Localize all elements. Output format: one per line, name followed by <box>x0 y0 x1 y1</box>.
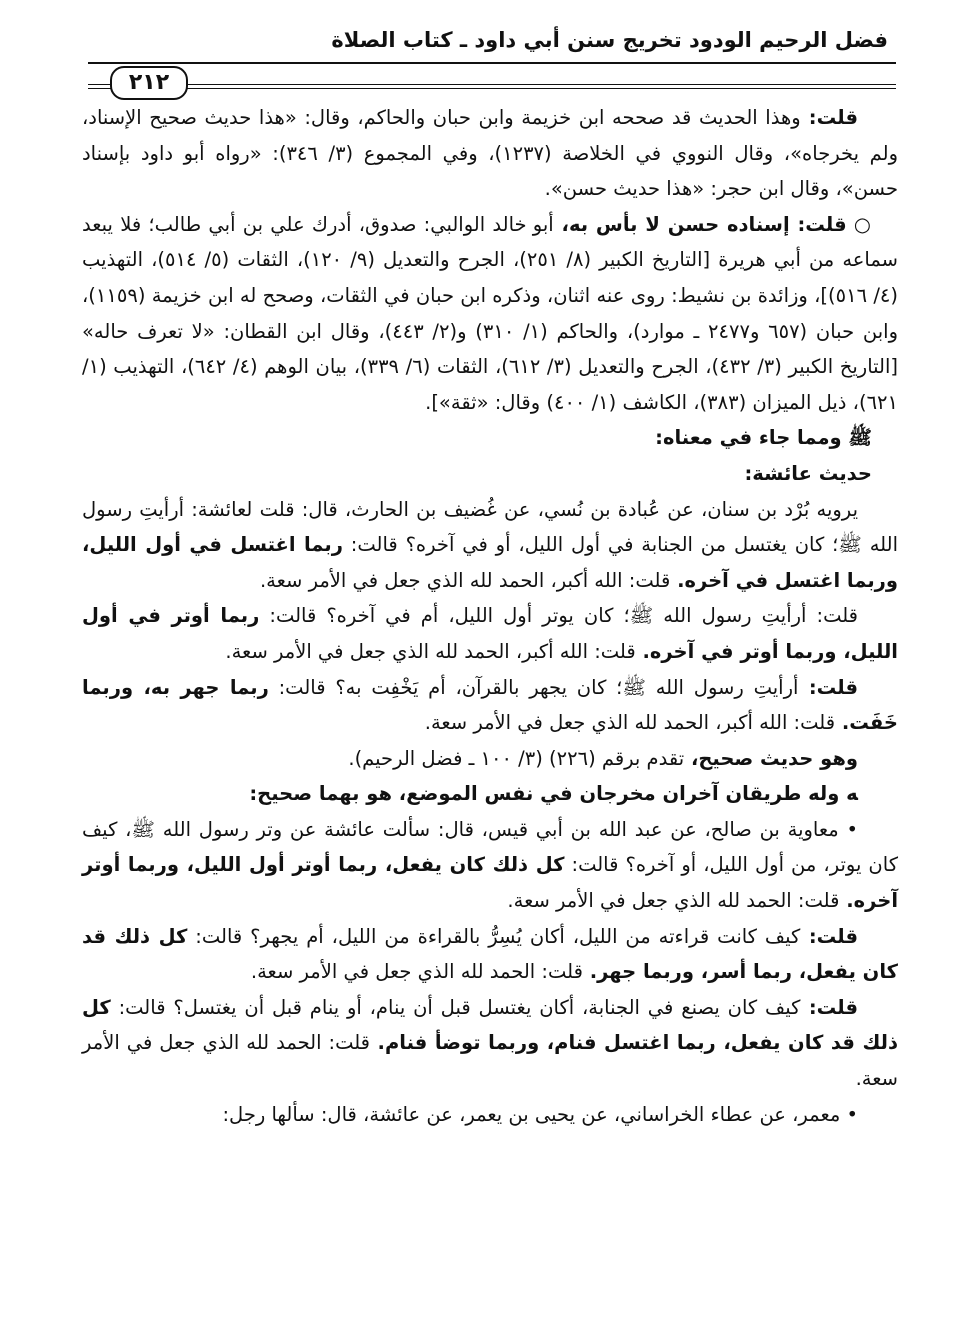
header-rule <box>88 62 896 64</box>
text-run: تقدم برقم (٢٢٦) (٣/ ١٠٠ ـ فضل الرحيم). <box>348 746 685 770</box>
paragraph <box>82 812 898 919</box>
text-run: أبو خالد الوالبي: صدوق، أدرك علي بن أبي طالب؛ فلا يبعد سماعه من أبي هريرة [التاريخ الكبير (٨/ ٢٥١)، الجرح والتعديل (٩/ ١٢٠)، الثقات (٥/ ٥١٤)، التهذيب (٤/ ٥١٦)]، وزائدة بن نشيط: روى عنه اثنان، وذكره ابن حبان في الثقات، وصحح له ابن خزيمة (١١٥٩)، وابن حبان (٦٥٧ و٢٤٧٧ ـ موارد)، والحاكم (١/ ٣١٠) و(٢/ ٤٤٣)، وقال ابن القطان: «لا تعرف حاله» [التاريخ الكبير (٣/ ٤٣٢)، الجرح والتعديل (٣/ ٦١٢)، الثقات (٦/ ٣٣٩)، بيان الوهم (٤/ ٦٤٢)، التهذيب (١/ ٦٢١)، ذيل الميزان (٣٨٣)، الكاشف (١/ ٤٠٠) وقال: «ثقة»]. <box>82 212 898 414</box>
text-run: قلت: الحمد لله الذي جعل في الأمر سعة. <box>82 1031 898 1091</box>
text-run: أرأيتِ رسول الله ﷺ؛ كان يجهر بالقرآن، أم يَخْفِت به؟ قالت: <box>268 675 799 699</box>
paragraph <box>82 420 898 456</box>
paragraph <box>82 741 898 777</box>
bold-text-run: قلت: <box>800 995 858 1019</box>
text-run: قلت: أرأيتِ رسول الله ﷺ؛ كان يوتر أول الليل، أم في آخره؟ قالت: <box>259 604 858 628</box>
bold-text-run: ربما جهر به، وربما خَفَت. <box>82 675 898 735</box>
running-title: فضل الرحيم الودود تخريج سنن أبي داود ـ كتاب الصلاة <box>331 28 888 52</box>
bold-text-run: قلت: <box>798 675 858 699</box>
bold-text-run: قلت: <box>800 106 858 129</box>
header-double-rule-upper <box>88 84 896 85</box>
text-run: ○ <box>846 212 872 236</box>
paragraph <box>82 207 898 421</box>
paragraph <box>82 776 898 812</box>
bold-text-run: وهو حديث صحيح، <box>684 746 858 770</box>
page-header <box>88 14 896 95</box>
text-run: كيف كان يصنع في الجنابة، أكان يغتسل قبل أن ينام، أو ينام قبل أن يغتسل؟ قالت: <box>110 995 801 1019</box>
text-run: • معمر، عن عطاء الخراساني، عن يحيى بن يعمر، عن عائشة، قال: سألها رجل: <box>222 1102 858 1126</box>
bold-text-run: ربما أوتر في أول الليل، وربما أوتر في آخره. <box>82 604 898 663</box>
paragraph <box>82 1097 898 1133</box>
bold-text-run: حديث عائشة: <box>744 461 872 485</box>
bold-text-run: كل ذلك كان يفعل، ربما أوتر أول الليل، وربما أوتر آخره. <box>82 853 898 913</box>
text-run: كيف كانت قراءته من الليل، أكان يُسِرُّ بالقراءة من الليل، أم يجهر؟ قالت: <box>187 924 801 948</box>
paragraph <box>82 492 898 599</box>
bold-text-run: كل ذلك قد كان يفعل، ربما اغتسل فنام، وربما توضأ فنام. <box>82 995 898 1055</box>
bold-text-run: ﻪ وله طريقان آخران مخرجان في نفس الموضع، هو بهما صحيح: <box>249 782 858 806</box>
text-run: قلت: الله أكبر، الحمد لله الذي جعل في الأمر سعة. <box>225 639 636 663</box>
bold-text-run: قلت: إسناده حسن لا بأس به، <box>553 212 847 236</box>
bold-text-run: قلت: <box>800 924 858 948</box>
bold-text-run: كل ذلك قد كان يفعل، ربما أسر، وربما جهر. <box>82 924 898 984</box>
paragraph <box>82 919 898 990</box>
bold-text-run: ﷺ ومما جاء في معناه: <box>655 426 872 450</box>
paragraph <box>82 990 898 1097</box>
paragraph <box>82 456 898 492</box>
text-run: وهذا الحديث قد صححه ابن خزيمة وابن حبان والحاكم، وقال: «هذا حديث صحيح الإسناد، ولم يخرجاه»، وقال النووي في الخلاصة (١٢٣٧)، وفي المجموع (٣/ ٣٤٦): «رواه أبو داود بإسناد حسن»، وقال ابن حجر: «هذا حديث حسن». <box>82 106 898 201</box>
text-run: قلت: الله أكبر، الحمد لله الذي جعل في الأمر سعة. <box>259 568 671 592</box>
text-run: قلت: الحمد لله الذي جعل في الأمر سعة. <box>250 960 583 984</box>
paragraph <box>82 598 898 669</box>
text-run: قلت: الحمد لله الذي جعل في الأمر سعة. <box>507 889 840 913</box>
paragraph <box>82 100 898 207</box>
page-number: ٢١٢ <box>110 66 188 100</box>
header-double-rule-lower <box>88 88 896 89</box>
bold-text-run: ربما اغتسل في أول الليل، وربما اغتسل في آخره. <box>82 533 898 592</box>
text-run: قلت: الله أكبر، الحمد لله الذي جعل في الأمر سعة. <box>424 711 836 735</box>
main-text <box>82 100 898 1132</box>
text-run: • معاوية بن صالح، عن عبد الله بن أبي قيس، قال: سألت عائشة عن وتر رسول الله ﷺ، كيف كان يوتر، من أول الليل، أو آخره؟ قالت: <box>82 817 898 877</box>
text-run: يرويه بُرْد بن سنان، عن عُبادة بن نُسي، عن غُضيف بن الحارث، قال: قلت لعائشة: أرأيتِ رسول الله ﷺ؛ كان يغتسل من الجنابة في أول الليل، أو في آخره؟ قالت: <box>82 497 898 557</box>
paragraph <box>82 670 898 741</box>
